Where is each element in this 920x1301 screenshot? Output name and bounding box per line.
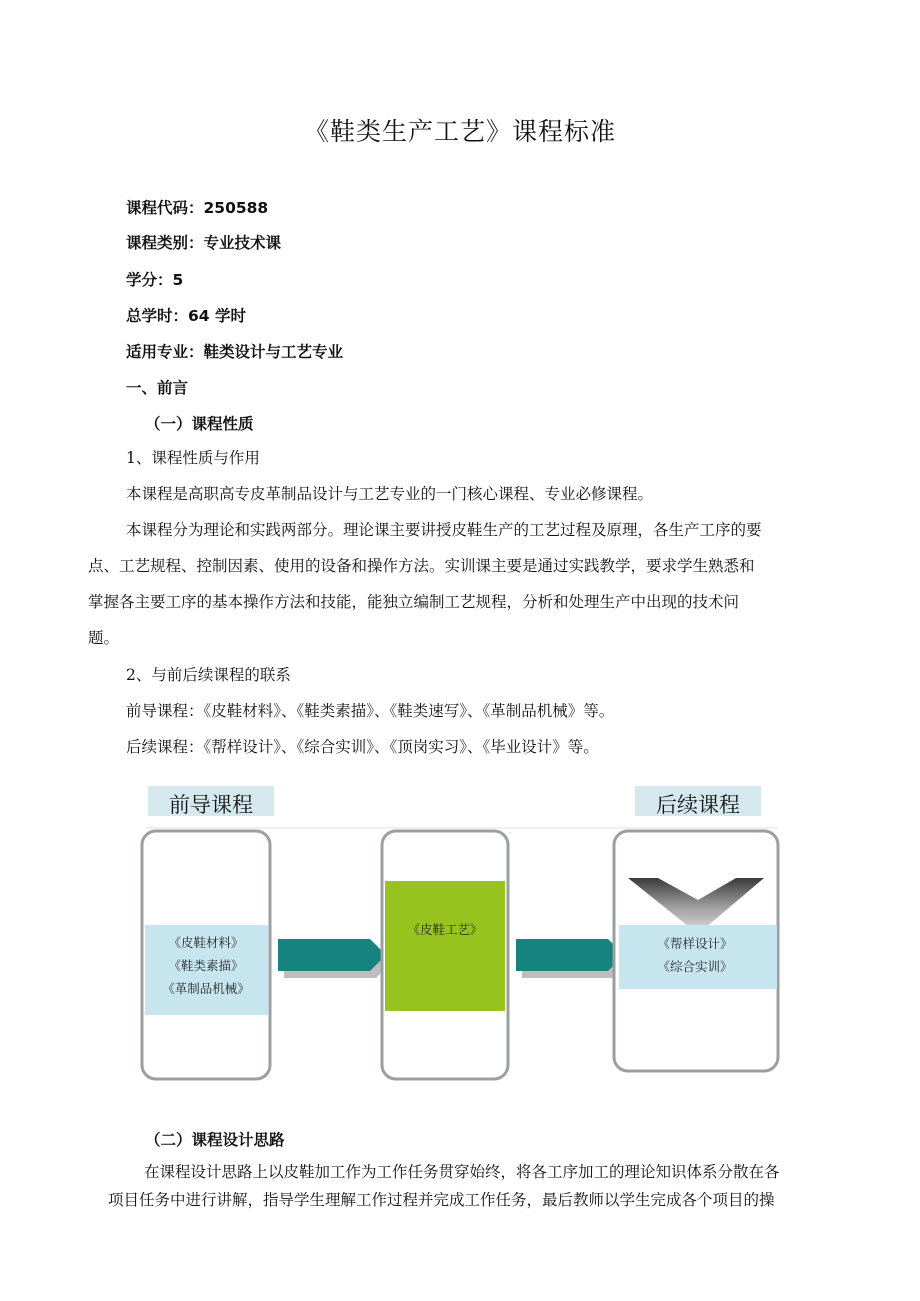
prerequisite-courses: 前导课程：《皮鞋材料》、《鞋类素描》、《鞋类速写》、《革制品机械》等。 <box>126 702 615 720</box>
paragraph-line: 点、工艺规程、控制因素、使用的设备和操作方法。实训课主要是通过实践教学，要求学生熟悉和 <box>88 557 755 575</box>
prerequisite-item: 《皮鞋材料》 <box>168 935 244 950</box>
item-heading-relations: 2、与前后续课程的联系 <box>126 666 291 684</box>
right-header-label: 后续课程 <box>656 793 740 817</box>
follow-up-item: 《综合实训》 <box>657 959 733 974</box>
course-hours: 总学时：64 学时 <box>126 307 246 325</box>
subsection-heading-nature: （一）课程性质 <box>145 415 254 433</box>
paragraph-line: 本课程分为理论和实践两部分。理论课主要讲授皮鞋生产的工艺过程及原理，各生产工序的要 <box>126 521 762 539</box>
paragraph-line: 掌握各主要工序的基本操作方法和技能，能独立编制工艺规程，分析和处理生产中出现的技术问 <box>88 593 740 611</box>
paragraph-parts <box>88 512 826 656</box>
page-title: 《鞋类生产工艺》课程标准 <box>303 117 616 146</box>
follow-up-courses: 后续课程：《帮样设计》、《综合实训》、《顶岗实习》、《毕业设计》等。 <box>126 738 599 756</box>
course-code: 课程代码：250588 <box>126 199 269 217</box>
course-credits: 学分：5 <box>126 271 184 289</box>
subsection-heading-design: （二）课程设计思路 <box>145 1131 285 1149</box>
left-header-label: 前导课程 <box>169 793 253 817</box>
course-category: 课程类别：专业技术课 <box>126 234 282 252</box>
item-heading-nature-role: 1、课程性质与作用 <box>126 449 260 467</box>
section-heading-preface: 一、前言 <box>126 379 189 397</box>
paragraph-line: 题。 <box>88 629 120 647</box>
follow-up-item: 《帮样设计》 <box>657 936 733 951</box>
prerequisite-item: 《革制品机械》 <box>162 981 250 996</box>
flow-arrow-left <box>278 939 386 971</box>
course-relation-diagram <box>138 784 784 1084</box>
paragraph-nature: 本课程是高职高专皮革制品设计与工艺专业的一门核心课程、专业必修课程。 <box>126 485 654 503</box>
core-course-block <box>385 881 505 1011</box>
flow-arrow-right <box>516 939 624 971</box>
paragraph-line: 在课程设计思路上以皮鞋加工作为工作任务贯穿始终，将各工序加工的理论知识体系分散在各 <box>144 1163 780 1181</box>
paragraph-line: 项目任务中进行讲解，指导学生理解工作过程并完成工作任务，最后教师以学生完成各个项目的操 <box>108 1191 775 1209</box>
prerequisite-item: 《鞋类素描》 <box>168 958 244 973</box>
follow-up-band <box>619 925 777 989</box>
core-course-label: 《皮鞋工艺》 <box>407 922 483 937</box>
paragraph-design <box>108 1154 826 1218</box>
course-major: 适用专业：鞋类设计与工艺专业 <box>126 343 344 361</box>
